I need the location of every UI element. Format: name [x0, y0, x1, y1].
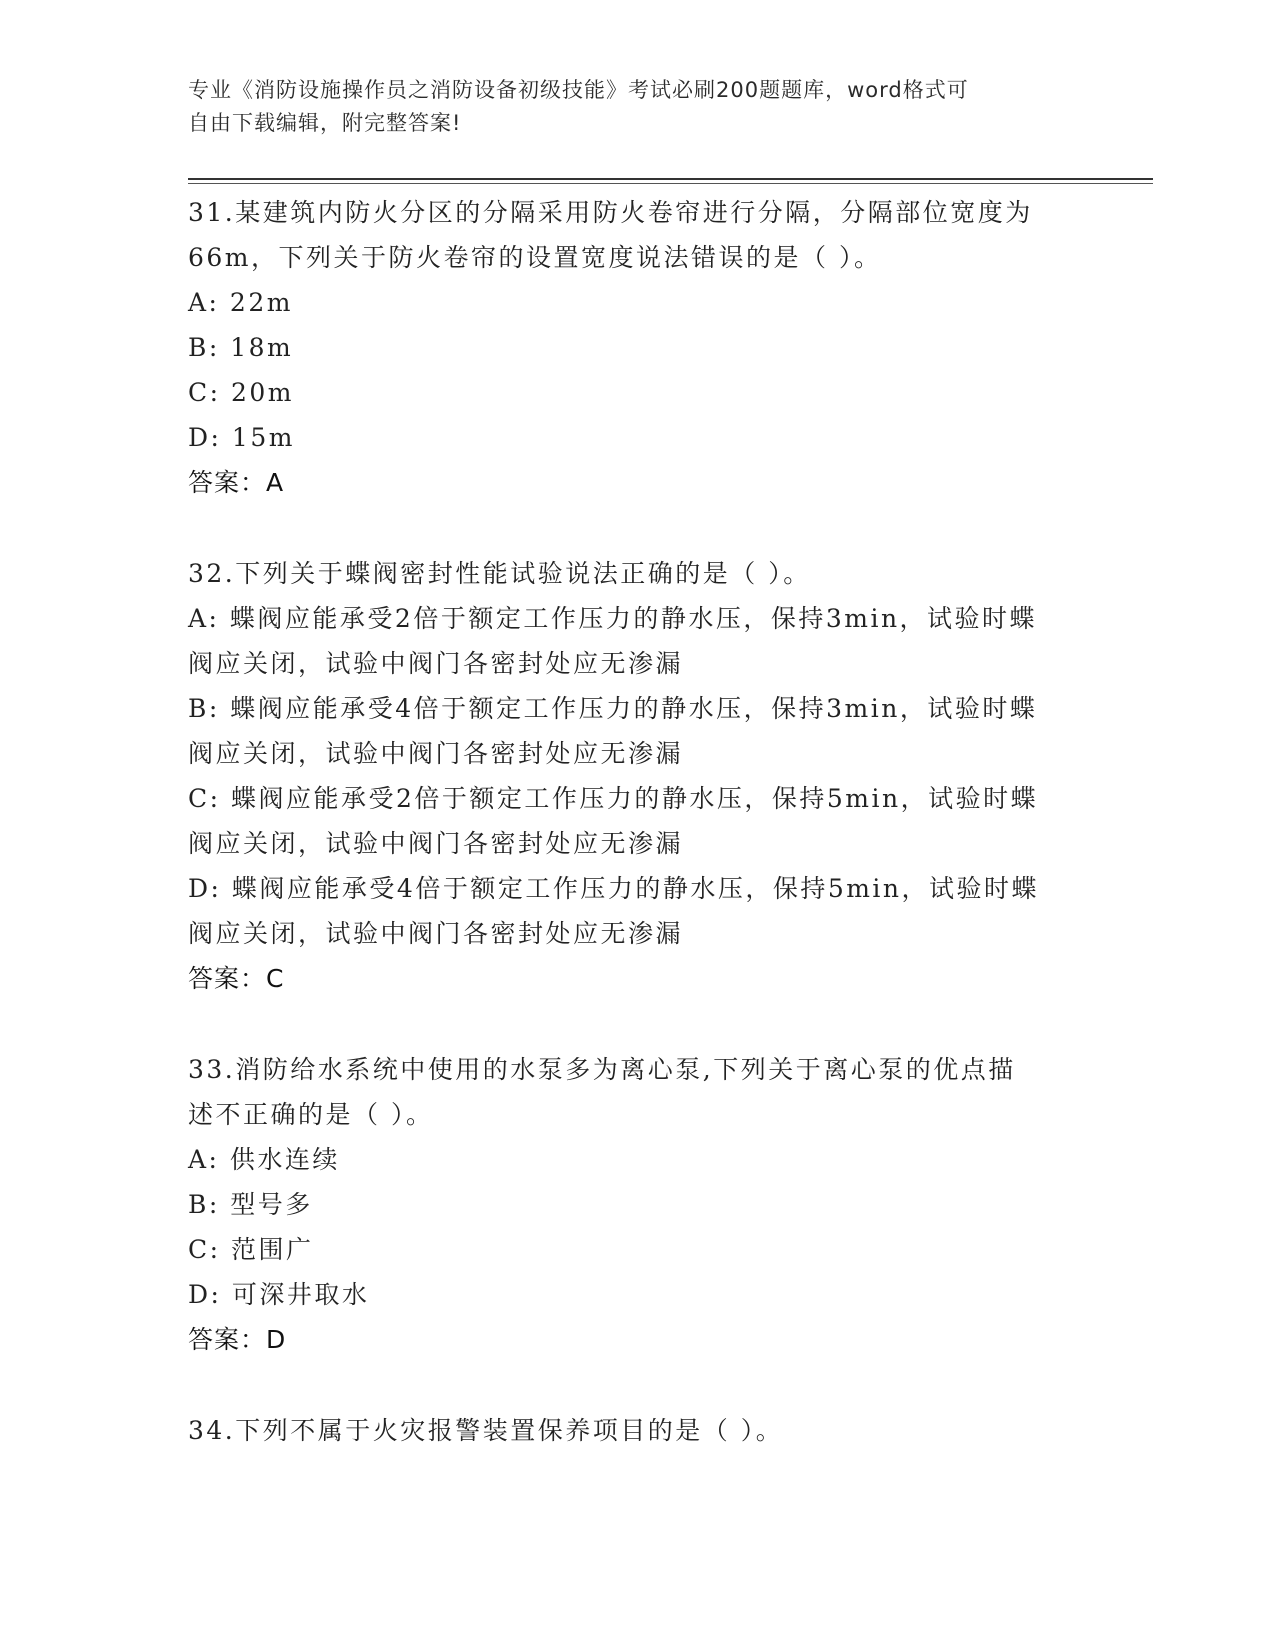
- question-stem: [188, 1408, 1088, 1453]
- option-d: [188, 866, 1088, 956]
- stem-line: 34.下列不属于火灾报警装置保养项目的是（ ）。: [188, 1416, 784, 1445]
- document-header: [188, 74, 1088, 140]
- answer-label: 答案：A: [188, 468, 285, 497]
- option-line: B: 型号多: [188, 1190, 313, 1219]
- question-34: [188, 1408, 1088, 1453]
- question-stem: [188, 190, 1088, 280]
- stem-line: 述不正确的是（ ）。: [188, 1100, 434, 1129]
- option-line: 阀应关闭，试验中阀门各密封处应无渗漏: [188, 649, 684, 678]
- option-b: [188, 1182, 1088, 1227]
- option-c: [188, 370, 1088, 415]
- question-33: [188, 1047, 1088, 1362]
- option-a: [188, 596, 1088, 686]
- option-c: [188, 776, 1088, 866]
- option-line: A: 22m: [188, 288, 293, 317]
- option-line: C: 蝶阀应能承受2倍于额定工作压力的静水压，保持5min，试验时蝶: [188, 784, 1039, 813]
- option-line: B: 18m: [188, 333, 294, 362]
- stem-line: 33.消防给水系统中使用的水泵多为离心泵,下列关于离心泵的优点描: [188, 1055, 1016, 1084]
- option-b: [188, 686, 1088, 776]
- option-b: [188, 325, 1088, 370]
- option-line: B: 蝶阀应能承受4倍于额定工作压力的静水压，保持3min，试验时蝶: [188, 694, 1038, 723]
- option-line: D: 15m: [188, 423, 295, 452]
- option-line: 阀应关闭，试验中阀门各密封处应无渗漏: [188, 919, 684, 948]
- option-line: 阀应关闭，试验中阀门各密封处应无渗漏: [188, 829, 684, 858]
- answer-label: 答案：C: [188, 964, 285, 993]
- option-d: [188, 415, 1088, 460]
- option-a: [188, 280, 1088, 325]
- option-line: A: 供水连续: [188, 1145, 340, 1174]
- option-line: 阀应关闭，试验中阀门各密封处应无渗漏: [188, 739, 684, 768]
- answer-label: 答案：D: [188, 1325, 287, 1354]
- option-line: C: 20m: [188, 378, 295, 407]
- question-31: [188, 190, 1088, 505]
- option-c: [188, 1227, 1088, 1272]
- header-line-2: 自由下载编辑，附完整答案!: [188, 111, 462, 135]
- stem-line: 66m，下列关于防火卷帘的设置宽度说法错误的是（ ）。: [188, 243, 882, 272]
- option-d: [188, 1272, 1088, 1317]
- option-line: D: 可深井取水: [188, 1280, 370, 1309]
- header-line-1: 专业《消防设施操作员之消防设备初级技能》考试必刷200题题库，word格式可: [188, 78, 969, 102]
- option-line: A: 蝶阀应能承受2倍于额定工作压力的静水压，保持3min，试验时蝶: [188, 604, 1038, 633]
- option-line: D: 蝶阀应能承受4倍于额定工作压力的静水压，保持5min，试验时蝶: [188, 874, 1040, 903]
- option-a: [188, 1137, 1088, 1182]
- stem-line: 31.某建筑内防火分区的分隔采用防火卷帘进行分隔，分隔部位宽度为: [188, 198, 1033, 227]
- question-list: [188, 190, 1088, 1499]
- question-32: [188, 551, 1088, 1001]
- question-stem: [188, 551, 1088, 596]
- header-divider-thick: [188, 178, 1153, 180]
- header-divider-thin: [188, 183, 1153, 184]
- stem-line: 32.下列关于蝶阀密封性能试验说法正确的是（ ）。: [188, 559, 811, 588]
- question-stem: [188, 1047, 1088, 1137]
- option-line: C: 范围广: [188, 1235, 314, 1264]
